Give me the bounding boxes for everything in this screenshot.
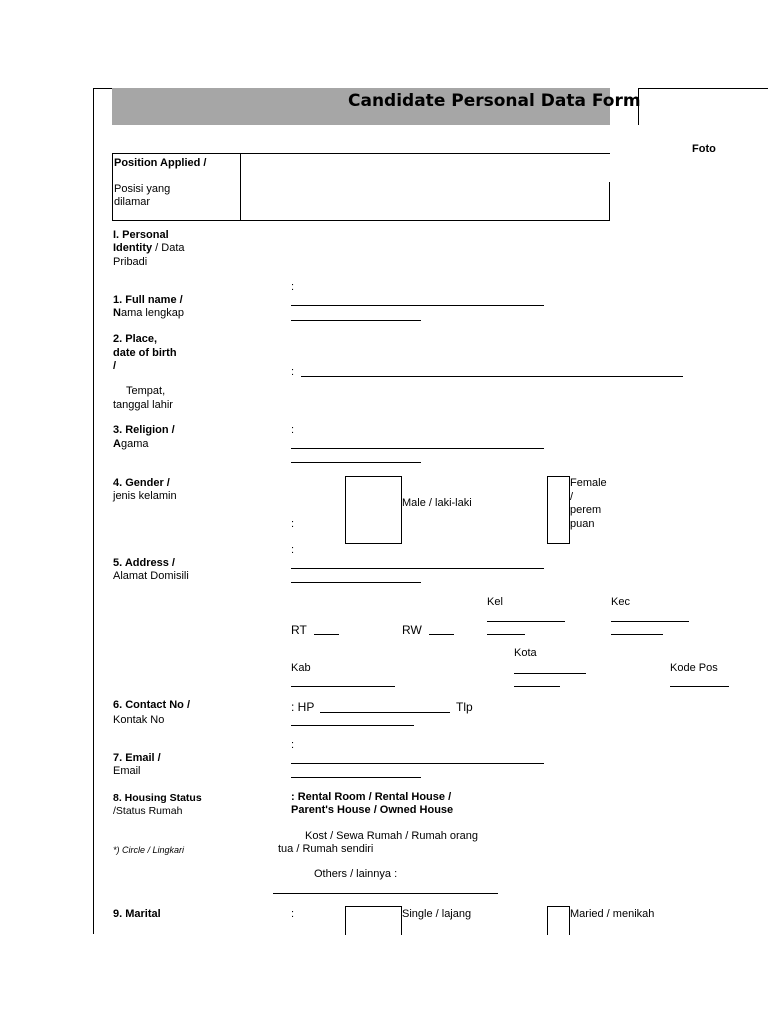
single-checkbox[interactable]: [345, 906, 402, 935]
email-label-en: 7. Email /: [113, 752, 161, 764]
address-underline-2[interactable]: [291, 582, 421, 583]
email-underline-1[interactable]: [291, 763, 544, 764]
fullname-underline-2[interactable]: [291, 320, 421, 321]
position-box-divider: [240, 153, 241, 221]
birth-label-id-2: tanggal lahir: [113, 399, 173, 411]
position-label-id-1: Posisi yang: [114, 183, 171, 195]
single-label: Single / lajang: [402, 908, 472, 920]
gender-colon: :: [291, 518, 295, 530]
marital-label-en: 9. Marital: [113, 908, 161, 920]
married-checkbox[interactable]: [547, 906, 570, 935]
photo-label: Foto: [692, 143, 716, 155]
kec-label: Kec: [611, 596, 630, 608]
kec-underline-1[interactable]: [611, 621, 689, 622]
female-checkbox[interactable]: [547, 476, 570, 544]
birth-colon: :: [291, 366, 295, 378]
marital-colon: :: [291, 908, 295, 920]
fullname-initial: N: [113, 307, 121, 319]
male-label: Male / laki-laki: [402, 497, 472, 509]
housing-opts-en-2[interactable]: Parent's House / Owned House: [291, 804, 454, 816]
section1-identity: Identity: [113, 242, 153, 254]
married-label: Maried / menikah: [570, 908, 655, 920]
hp-label: : HP: [291, 700, 315, 714]
fullname-colon: :: [291, 281, 295, 293]
kel-label: Kel: [487, 596, 503, 608]
housing-others-underline[interactable]: [273, 893, 498, 894]
female-label-3: perem: [570, 504, 602, 516]
hp-underline[interactable]: [320, 712, 450, 713]
fullname-underline-1[interactable]: [291, 305, 544, 306]
religion-underline-1[interactable]: [291, 448, 544, 449]
fullname-label-id: [113, 307, 184, 319]
contact-label-en: 6. Contact No /: [113, 699, 191, 711]
frame-top-border: [93, 88, 112, 89]
kec-underline-2[interactable]: [611, 634, 663, 635]
housing-note: *) Circle / Lingkari: [113, 845, 185, 855]
section1-line1: I. Personal: [113, 229, 169, 241]
female-label-2: /: [570, 491, 574, 503]
frame-left-border: [93, 88, 94, 934]
address-underline-1[interactable]: [291, 568, 544, 569]
housing-label-id: /Status Rumah: [113, 805, 183, 817]
section1-data: / Data: [152, 242, 185, 254]
religion-rest: gama: [120, 438, 149, 450]
rw-underline[interactable]: [429, 634, 454, 635]
email-underline-2[interactable]: [291, 777, 421, 778]
rw-label: RW: [402, 623, 422, 637]
birth-label-id-1: Tempat,: [126, 385, 166, 397]
housing-label-en: 8. Housing Status: [113, 792, 202, 804]
fullname-label-en: 1. Full name /: [113, 294, 183, 306]
email-colon: :: [291, 739, 295, 751]
address-colon: :: [291, 544, 295, 556]
photo-box-top-border: [638, 88, 768, 89]
form-title: Candidate Personal Data Form: [348, 91, 641, 111]
housing-opts-id-1[interactable]: Kost / Sewa Rumah / Rumah orang: [305, 830, 479, 842]
female-label-1: Female: [570, 477, 607, 489]
housing-opts-en-1[interactable]: : Rental Room / Rental House /: [291, 791, 452, 803]
rt-label: RT: [291, 623, 307, 637]
kodepos-label: Kode Pos: [670, 662, 718, 674]
tlp-underline[interactable]: [291, 725, 414, 726]
position-label-id-2: dilamar: [114, 196, 151, 208]
position-box-left: [112, 153, 113, 221]
birth-label-en-1: 2. Place,: [113, 333, 158, 345]
section1-line3: Pribadi: [113, 256, 148, 268]
section1-line2: [113, 242, 185, 254]
tlp-label: Tlp: [456, 700, 473, 714]
housing-others-label: Others / lainnya :: [314, 868, 398, 880]
kota-underline-2[interactable]: [514, 686, 560, 687]
kel-underline-1[interactable]: [487, 621, 565, 622]
housing-opts-id-2[interactable]: tua / Rumah sendiri: [278, 843, 374, 855]
kota-underline-1[interactable]: [514, 673, 586, 674]
contact-label-id: Kontak No: [113, 714, 165, 726]
religion-initial: A: [113, 438, 121, 450]
position-box-bottom: [112, 220, 610, 221]
position-label-en: Position Applied /: [114, 157, 207, 169]
female-label-4: puan: [570, 518, 595, 530]
religion-colon: :: [291, 424, 295, 436]
email-label-id: Email: [113, 765, 141, 777]
gender-label-en: 4. Gender /: [113, 477, 170, 489]
position-input[interactable]: [242, 155, 608, 219]
address-label-id: Alamat Domisili: [113, 570, 189, 582]
fullname-rest: ama lengkap: [120, 307, 184, 319]
birth-underline[interactable]: [301, 376, 683, 377]
kab-label: Kab: [291, 662, 311, 674]
rt-underline[interactable]: [314, 634, 339, 635]
religion-label-en: 3. Religion /: [113, 424, 175, 436]
position-box-right: [609, 182, 610, 221]
kel-underline-2[interactable]: [487, 634, 525, 635]
kodepos-underline[interactable]: [670, 686, 729, 687]
address-label-en: 5. Address /: [113, 557, 175, 569]
gender-label-id: jenis kelamin: [113, 490, 177, 502]
position-box-top: [112, 153, 610, 154]
male-checkbox[interactable]: [345, 476, 402, 544]
religion-label-id: [113, 438, 148, 450]
kota-label: Kota: [514, 647, 537, 659]
birth-label-en-3: /: [113, 360, 117, 372]
religion-underline-2[interactable]: [291, 462, 421, 463]
birth-label-en-2: date of birth: [113, 347, 177, 359]
kab-underline[interactable]: [291, 686, 395, 687]
